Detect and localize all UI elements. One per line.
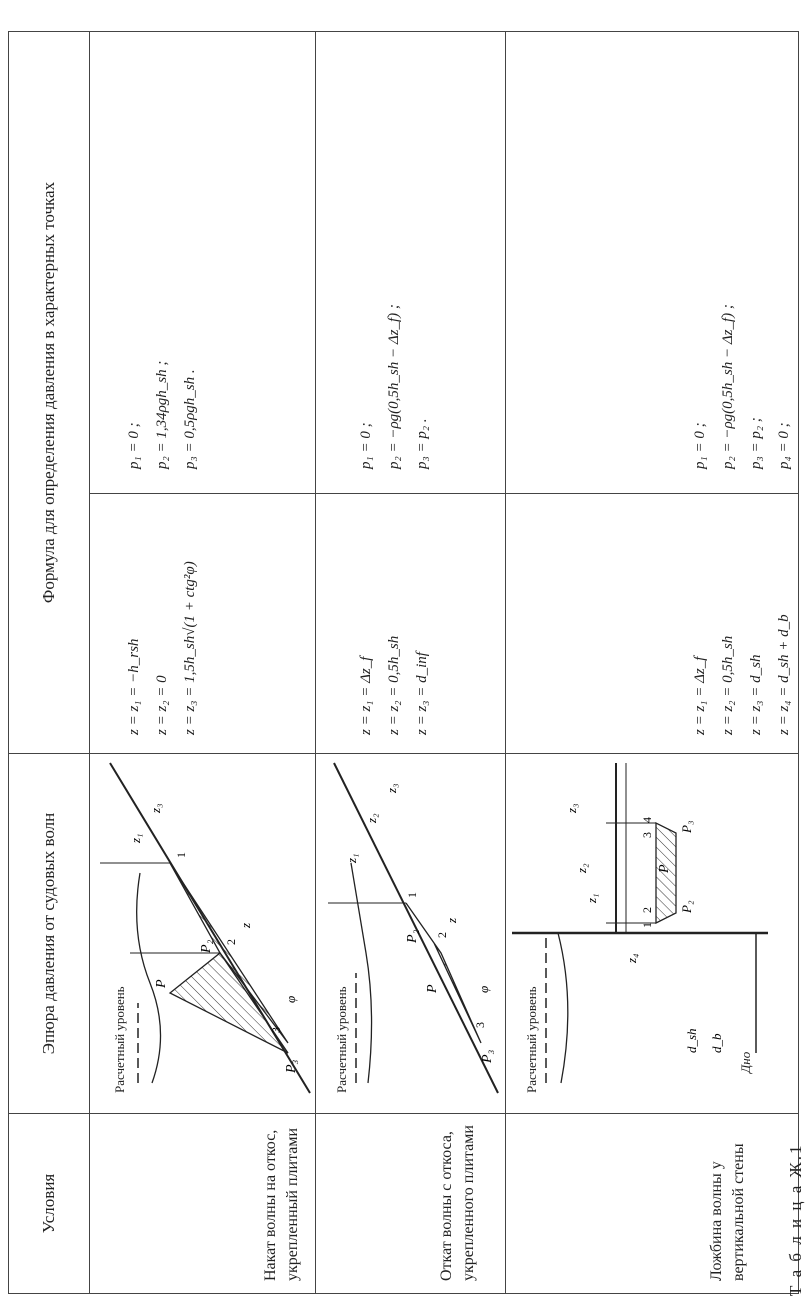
svg-text:z₄: z₄ (624, 953, 639, 963)
svg-text:φ: φ (283, 995, 298, 1003)
svg-text:z: z (444, 917, 459, 923)
header-condition: Условия (9, 1114, 90, 1294)
svg-text:z₃: z₃ (148, 803, 163, 813)
svg-text:z: z (238, 922, 253, 928)
z-formula-cell (90, 494, 316, 754)
z-formula: z = z₂ = 0,5h_sh (720, 635, 736, 735)
level-label: Расчетный уровень (334, 986, 349, 1093)
svg-text:2: 2 (640, 907, 654, 913)
svg-text:z₃: z₃ (564, 803, 579, 813)
svg-text:P₂: P₂ (199, 939, 214, 953)
bottom-label: Дно (738, 1051, 753, 1073)
z-formula-cell (316, 494, 506, 754)
rundown-diagram (316, 753, 506, 1113)
pressure-table (8, 31, 799, 1294)
table-row (316, 32, 506, 1294)
z-formula: z = z₁ = Δz_f (692, 656, 708, 735)
svg-text:4: 4 (640, 817, 654, 823)
diagram-cell (506, 754, 799, 1114)
svg-text:P: P (154, 979, 169, 988)
p-formula: p₃ = 0,5ρgh_sh . (182, 369, 198, 469)
trough-diagram (506, 753, 772, 1113)
svg-text:z₃: z₃ (384, 783, 399, 793)
svg-text:P: P (425, 984, 440, 993)
svg-text:d_b: d_b (709, 1033, 724, 1053)
svg-text:P₂: P₂ (405, 929, 420, 943)
p-formula: p₁ = 0 ; (692, 422, 708, 469)
z-formula-cell (506, 494, 799, 754)
svg-text:P: P (657, 864, 672, 873)
svg-text:P₃: P₃ (679, 820, 694, 833)
svg-text:z₂: z₂ (364, 813, 379, 823)
z-formula: z = z₂ = 0,5h_sh (386, 635, 402, 735)
p-formula: p₁ = 0 ; (358, 422, 374, 469)
p-formula: p₃ = p₂ ; (748, 417, 764, 469)
condition-cell: Накат волны на откос, укрепленный плитами (90, 1114, 316, 1294)
svg-text:1: 1 (174, 852, 188, 858)
svg-text:3: 3 (640, 832, 654, 838)
p-formula-cell (506, 32, 799, 494)
svg-text:2: 2 (435, 932, 449, 938)
svg-text:z₁: z₁ (584, 893, 599, 903)
p-formula: p₁ = 0 ; (126, 422, 142, 469)
svg-text:z₁: z₁ (344, 853, 359, 863)
condition-cell: Откат волны с откоса, укрепленного плитами (316, 1114, 506, 1294)
svg-text:P₂: P₂ (679, 900, 694, 913)
svg-text:3: 3 (269, 1027, 283, 1033)
table-row (90, 32, 316, 1294)
p-formula: p₂ = −ρg(0,5h_sh − Δz_f) ; (720, 304, 736, 469)
table-label: Т а б л и ц а Ж.1 (786, 1143, 805, 1296)
table-row (506, 32, 799, 1294)
z-formula: z = z₃ = 1,5h_sh√(1 + ctg²φ) (182, 561, 198, 735)
level-label: Расчетный уровень (524, 986, 539, 1093)
z-formula: z = z₂ = 0 (154, 675, 170, 735)
svg-text:z₂: z₂ (574, 863, 589, 873)
diagram-cell (90, 754, 316, 1114)
svg-text:3: 3 (473, 1022, 487, 1028)
p-formula-cell (90, 32, 316, 494)
svg-text:d_sh: d_sh (684, 1028, 699, 1053)
p-formula: p₃ = p₂ . (414, 418, 430, 469)
svg-text:2: 2 (224, 939, 238, 945)
p-formula: p₂ = −ρg(0,5h_sh − Δz_f) ; (386, 304, 402, 469)
header-diagram: Эпюра давления от судовых волн (9, 754, 90, 1114)
p-formula-cell (316, 32, 506, 494)
svg-text:φ: φ (476, 985, 491, 993)
svg-text:P₃: P₃ (284, 1059, 299, 1073)
level-label: Расчетный уровень (112, 986, 127, 1093)
runup-diagram (90, 753, 316, 1113)
z-formula: z = z₁ = −h_rsh (126, 638, 142, 735)
z-formula: z = z₁ = Δz_f (358, 656, 374, 735)
svg-text:1: 1 (405, 892, 419, 898)
z-formula: z = z₄ = d_sh + d_b (776, 614, 792, 735)
z-formula: z = z₃ = d_inf (414, 652, 430, 735)
diagram-cell (316, 754, 506, 1114)
table-header-row (9, 32, 90, 1294)
svg-text:P₃: P₃ (480, 1049, 495, 1063)
header-formula: Формула для определения давления в характерных точках (9, 32, 90, 754)
z-formula: z = z₃ = d_sh (748, 654, 764, 735)
p-formula: p₂ = 1,34ρgh_sh ; (154, 360, 170, 469)
p-formula: p₄ = 0 ; (776, 422, 792, 469)
svg-text:z₁: z₁ (128, 833, 143, 843)
condition-cell: Ложбина волны у вертикальной стены (506, 1114, 799, 1294)
svg-text:1: 1 (640, 922, 654, 928)
